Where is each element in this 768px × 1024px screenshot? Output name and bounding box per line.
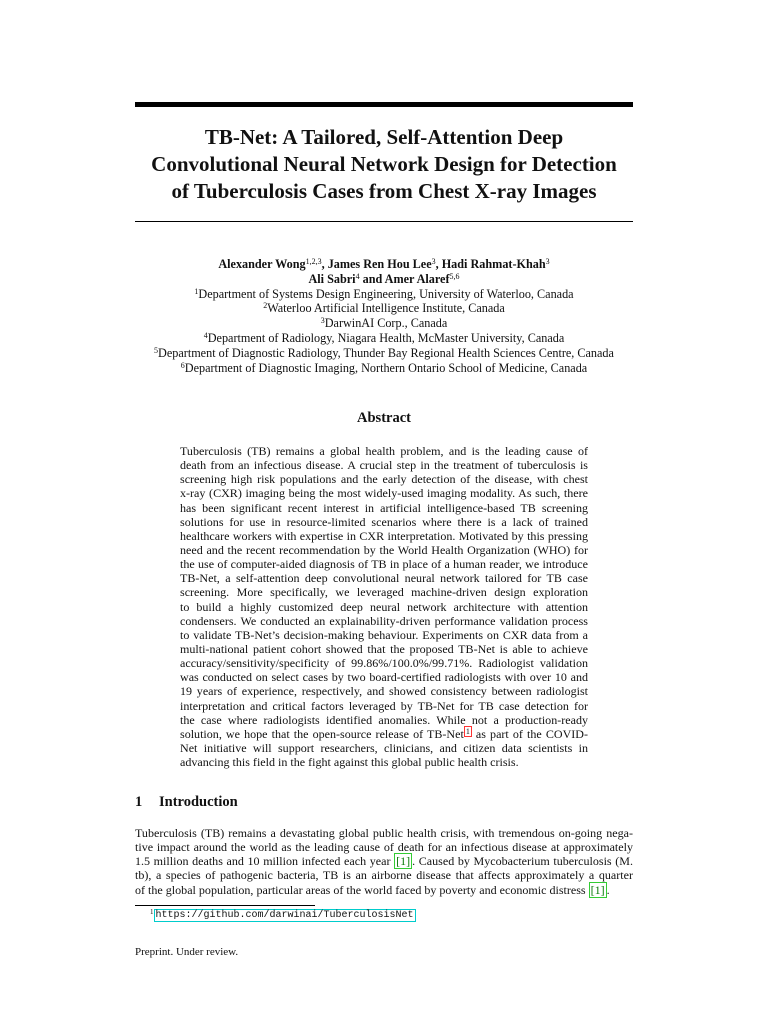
affiliation-text: Department of Systems Design Engineering, University of Waterloo, Canada [198,286,574,301]
abstract-line: to validate TB-Net’s decision-making behaviour. Experiments on CXR data from a [180,627,588,642]
abstract-line: healthcare workers with expertise in CXR interpretation. Motivated by this pressing [180,528,588,543]
abstract-line-with-footnote [180,727,588,741]
affiliation-text: DarwinAI Corp., Canada [324,316,448,331]
abstract-line: the use of computer-aided diagnosis of TB in place of a human reader, we introduce [180,557,588,572]
intro-line: tb), a species of pathogenic bacteria, TB is an airborne disease that affects approximately a quarter [135,868,633,883]
affiliation-sup: 6 [180,360,185,370]
author-affil-sup: 3 [545,257,550,266]
abstract-heading: Abstract [357,410,411,426]
affiliation-sup: 5 [154,345,159,355]
paper-title [135,124,633,205]
intro-text: of the global population, particular areas of the world faced by poverty and economic distress [135,882,589,897]
affiliation-text: Department of Diagnostic Imaging, Northern Ontario School of Medicine, Canada [184,360,588,375]
abstract-text: as part of the COVID- [471,726,588,741]
intro-line: Tuberculosis (TB) remains a devastating global public health crisis, with tremendous on-going nega- [135,826,633,840]
citation-link[interactable]: [1] [396,854,411,869]
abstract-line: Net initiative will support researchers, clinicians, and citizen data scientists in [180,740,588,755]
abstract-line: screening high risk populations and the early detection of the disease, with chest [180,472,588,487]
author-affil-sup: 4 [355,271,360,281]
abstract-line: interpretation and critical factors leveraged by TB-Net for TB case detection for [180,698,588,713]
preprint-notice: Preprint. Under review. [135,946,239,958]
intro-text: . [606,882,610,897]
intro-text: 1.5 million deaths and 10 million infected each year [135,854,395,869]
footnote-link[interactable]: 1 [465,726,470,736]
affiliation [100,287,668,302]
author-separator: , [435,257,442,271]
abstract-line: has been significant recent interest in artificial intelligence-based TB screening [180,500,588,515]
title-line: of Tuberculosis Cases from Chest X-ray Images [171,179,597,203]
abstract-line: screening. More specifically, we leveraged machine-driven design exploration [180,585,588,600]
abstract-text: solution, we hope that the open-source release of TB-Net [180,726,464,741]
affiliation [100,331,668,346]
author-line-1 [100,257,668,272]
abstract-line: 19 years of experience, respectively, and showed consistency between radiologist [180,684,588,699]
section-heading [135,794,238,811]
abstract-line: Tuberculosis (TB) remains a global health problem, and is the leading cause of [180,444,588,458]
abstract-line: solutions for use in resource-limited scenarios where there is a lack of trained [180,514,588,529]
abstract-line: was conducted on select cases by two board-certified radiologists with over 10 and [180,670,588,685]
author-separator: , [321,257,328,271]
affiliation-sup: 2 [263,301,268,311]
abstract-line: need and the recent recommendation by the World Health Organization (WHO) for [180,542,588,557]
intro-text: . Caused by Mycobacterium tuberculosis (M. [412,854,633,869]
affiliation [100,301,668,316]
author-separator: and [359,271,385,286]
intro-line [135,883,633,897]
abstract-line: accuracy/sensitivity/specificity of 99.86%/100.0%/99.71%. Radiologist validation [180,656,588,671]
footnote-mark: 1 [150,908,154,916]
affiliation [100,361,668,376]
abstract-line: x-ray (CXR) imaging being the most widely-used imaging modality. As such, there [180,486,588,501]
affiliation [100,316,668,331]
abstract-line: death from an infectious disease. A crucial step in the treatment of tuberculosis is [180,458,588,473]
intro-line: tive impact around the world as the leading cause of death for an infectious disease at approximately [135,840,633,855]
author-block [100,257,668,375]
author-name: James Ren Hou Lee [327,257,432,271]
abstract-line: advancing this field in the fight against this global public health crisis. [180,755,519,770]
author-name: Hadi Rahmat-Khah [441,257,546,271]
footnote [150,909,416,921]
author-affil-sup: 3 [431,257,436,266]
citation-link[interactable]: [1] [590,882,605,897]
title-line: Convolutional Neural Network Design for Detection [151,152,617,176]
author-name: Ali Sabri [308,271,356,286]
author-affil-sup: 1,2,3 [305,257,322,266]
abstract-body [180,444,588,769]
abstract-line: multi-national patient cohort showed that the proposed TB-Net is able to achieve [180,641,588,656]
abstract-line: the case where radiologists identified anomalies. While not a production-ready [180,712,588,727]
abstract-line: TB-Net, a self-attention deep convolutional neural network tailored for TB case [180,571,588,586]
affiliation-text: Department of Radiology, Niagara Health, McMaster University, Canada [207,330,565,345]
abstract-line: condensers. We conducted an explainability-driven performance validation process [180,613,588,628]
affiliation-text: Waterloo Artificial Intelligence Institute, Canada [267,301,505,316]
footnote-url-link[interactable]: https://github.com/darwinai/TuberculosisNet [155,910,414,921]
affiliation-sup: 3 [320,316,325,326]
intro-paragraph [135,826,633,897]
section-title: Introduction [159,794,238,810]
affiliation-sup: 1 [194,286,199,296]
title-bottom-rule [135,221,633,222]
author-name: Alexander Wong [218,257,306,271]
intro-line [135,854,633,868]
section-number: 1 [135,794,143,810]
author-affil-sup: 5,6 [449,271,460,281]
author-line-2 [100,272,668,287]
affiliation-sup: 4 [203,330,208,340]
footnote-rule [135,905,315,906]
affiliation [100,346,668,361]
author-name: Amer Alaref [384,271,450,286]
title-top-rule [135,102,633,107]
abstract-line: to build a highly customized deep neural network architecture with attention [180,599,588,614]
affiliation-text: Department of Diagnostic Radiology, Thunder Bay Regional Health Sciences Centre, Canada [158,345,614,360]
title-line: TB-Net: A Tailored, Self-Attention Deep [204,125,564,149]
